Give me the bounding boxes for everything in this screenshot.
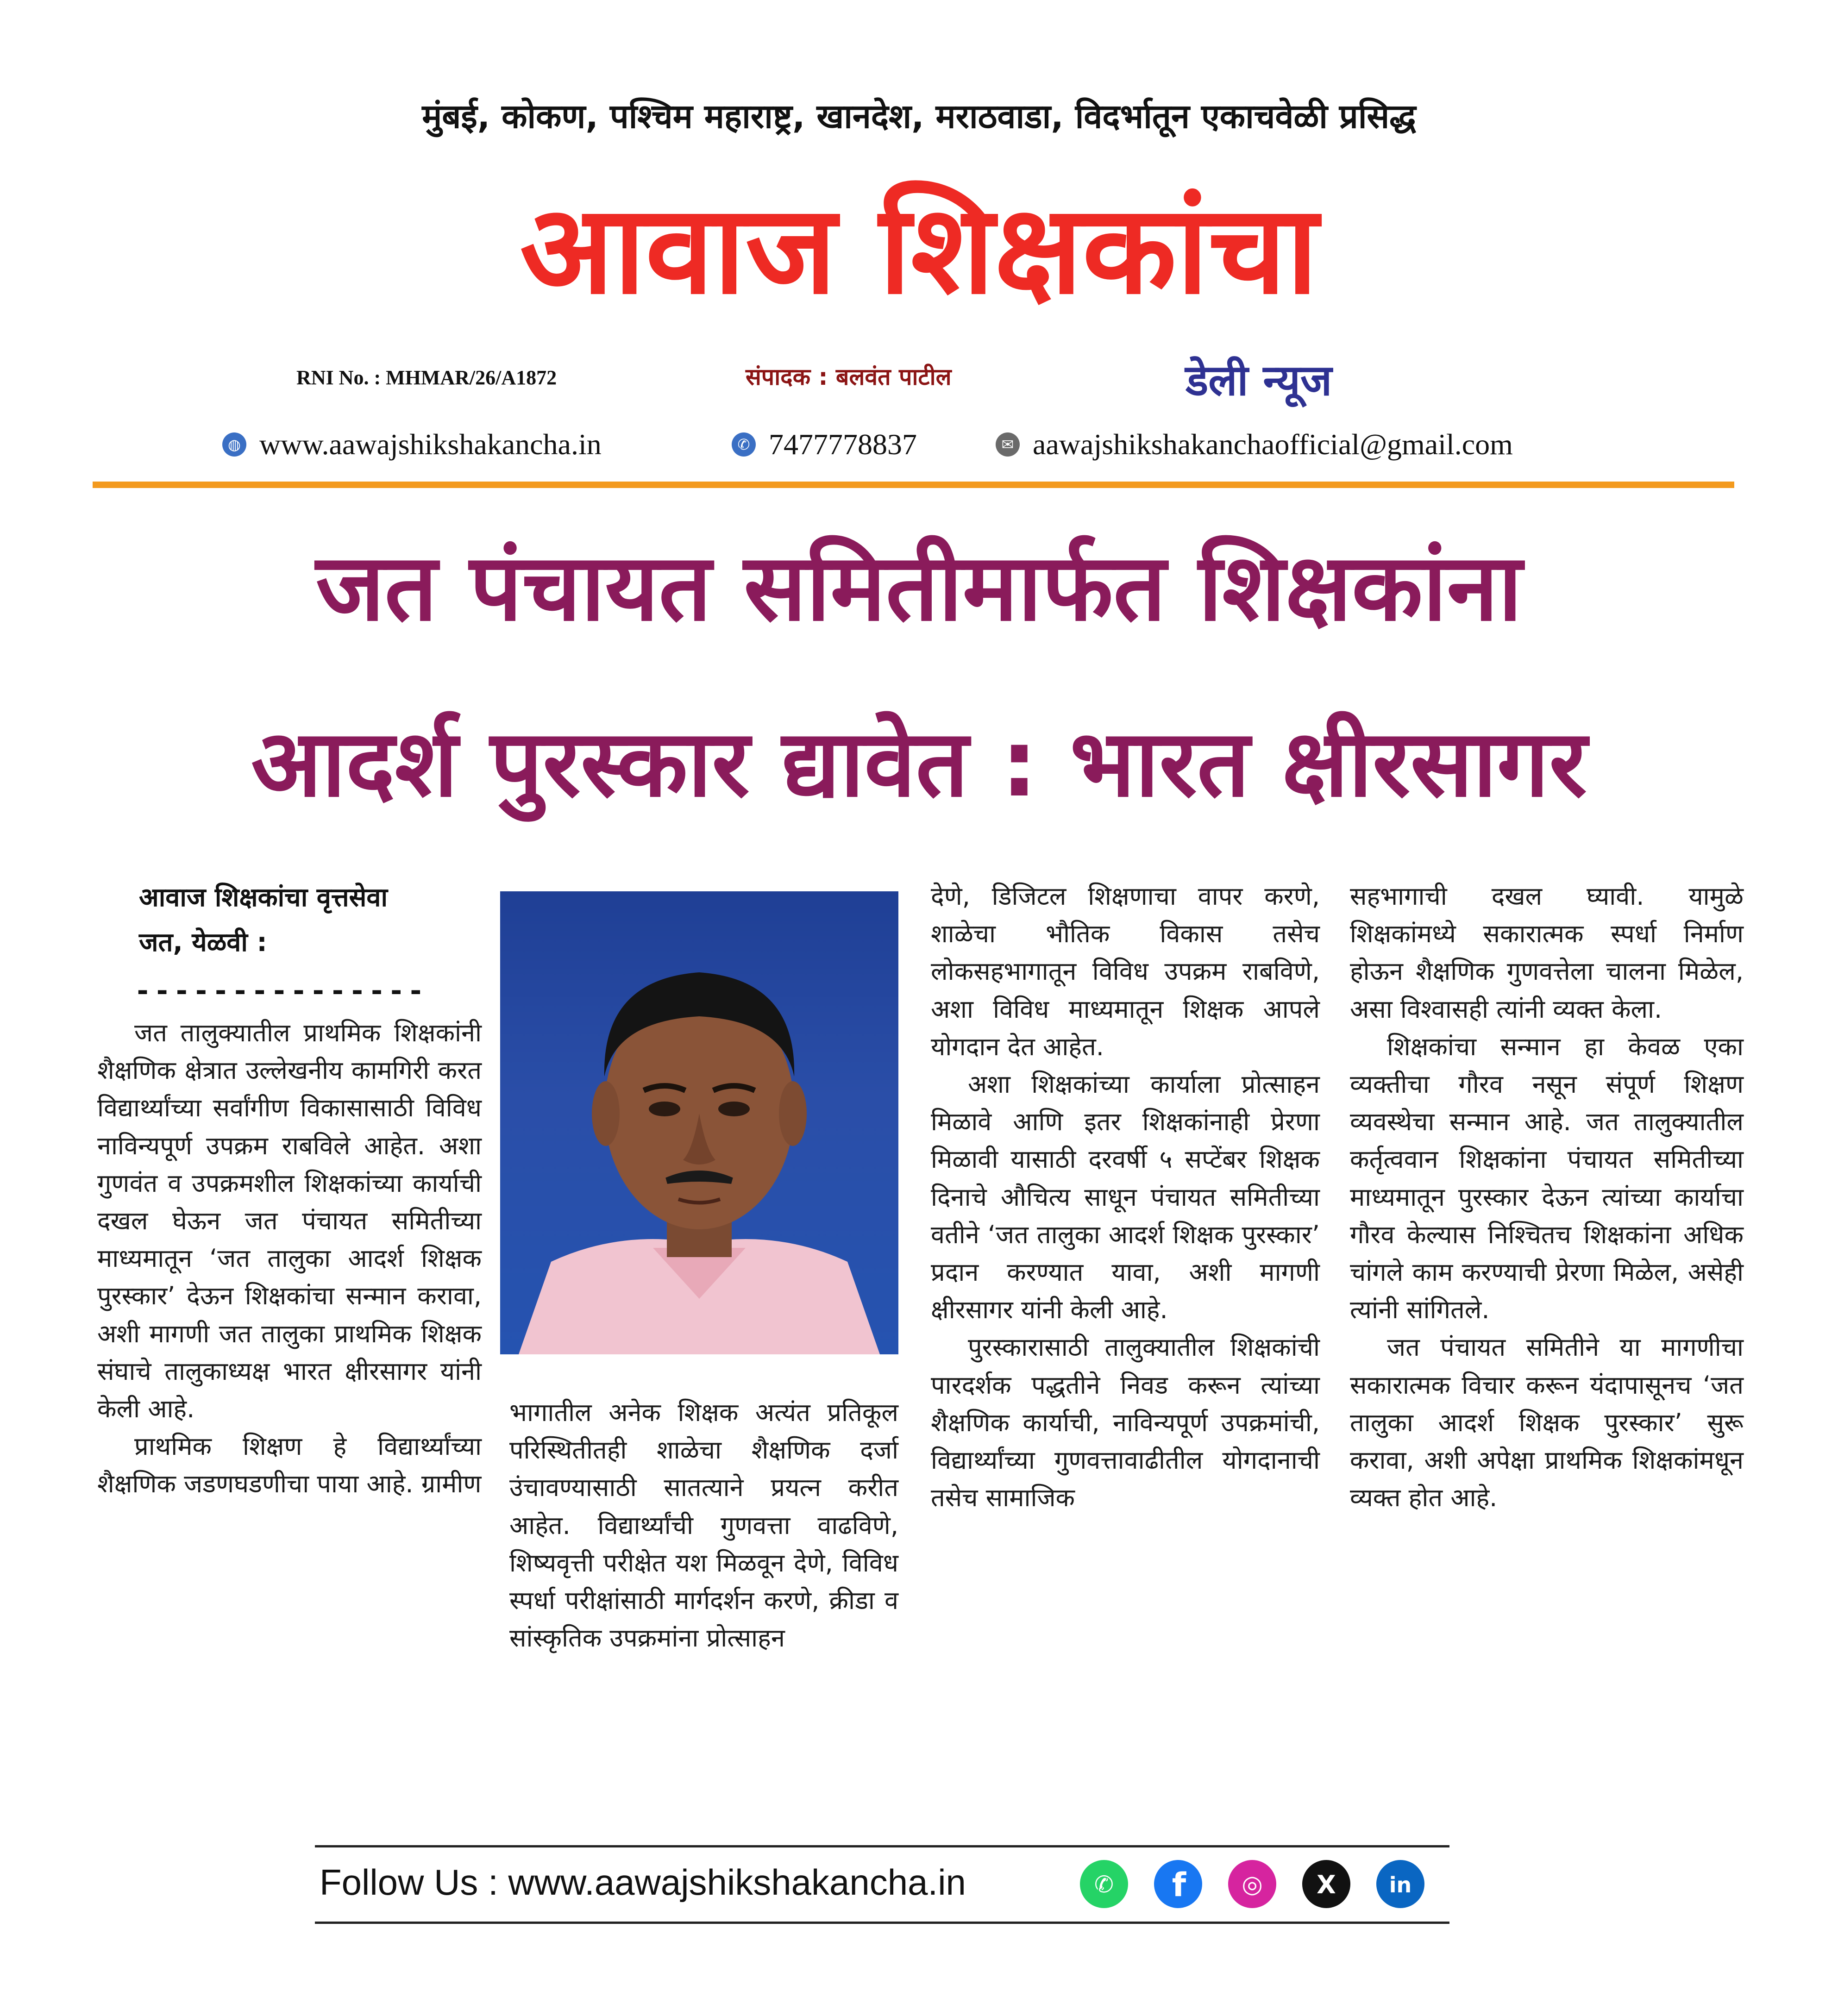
headline-line-1: जत पंचायत समितीमार्फत शिक्षकांना xyxy=(315,534,1523,642)
article-column-1 xyxy=(97,1014,482,1503)
masthead-divider xyxy=(93,482,1734,488)
phone-text[interactable]: 7477778837 xyxy=(769,428,917,461)
masthead-tagline: मुंबई, कोकण, पश्चिम महाराष्ट्र, खानदेश, मराठवाडा, विदर्भातून एकाचवेळी प्रसिद्ध xyxy=(422,97,1416,136)
article-paragraph: प्राथमिक शिक्षण हे विद्यार्थ्यांच्या शैक्षणिक जडणघडणीचा पाया आहे. ग्रामीण xyxy=(97,1432,482,1499)
headline-line-2: आदर्श पुरस्कार द्यावेत : भारत क्षीरसागर xyxy=(251,710,1587,818)
article-paragraph: अशा शिक्षकांच्या कार्याला प्रोत्साहन मिळावे आणि इतर शिक्षकांनाही प्रेरणा मिळावी यासाठी दरवर्षी ५ सप्टेंबर शिक्षक दिनाचे औचित्य साधून पंचायत समितीच्या वतीने ‘जत तालुका आदर्श शिक्षक पुरस्कार’ प्रदान करण्यात यावा, अशी मागणी क्षीरसागर यांनी केली आहे. xyxy=(931,1070,1320,1325)
svg-text:◎: ◎ xyxy=(1242,1871,1263,1898)
svg-text:in: in xyxy=(1389,1872,1412,1897)
portrait-illustration xyxy=(500,891,898,1354)
article-column-4 xyxy=(1350,877,1744,1516)
person-photo xyxy=(500,891,898,1354)
article-column-2 xyxy=(509,1394,898,1657)
website-text[interactable]: www.aawajshikshakancha.in xyxy=(259,428,602,461)
article-paragraph: जत पंचायत समितीने या मागणीचा सकारात्मक विचार करून यंदापासूनच ‘जत तालुका आदर्श शिक्षक पुरस्कार’ सुरू करावा, अशी अपेक्षा प्राथमिक शिक्षकांमधून व्यक्त होत आहे. xyxy=(1350,1333,1744,1513)
follow-us-text[interactable]: Follow Us : www.aawajshikshakancha.in xyxy=(320,1862,966,1903)
svg-text:X: X xyxy=(1317,1870,1336,1899)
website-contact[interactable] xyxy=(222,424,602,465)
article-paragraph: सहभागाची दखल घ्यावी. यामुळे शिक्षकांमध्ये सकारात्मक स्पर्धा निर्माण होऊन शैक्षणिक गुणवत्तेला चालना मिळेल, असा विश्वासही त्यांनी व्यक्त केला. xyxy=(1350,882,1744,1024)
phone-contact[interactable] xyxy=(732,424,917,465)
article-column-3 xyxy=(931,877,1320,1516)
globe-icon: ◍ xyxy=(222,432,246,457)
linkedin-icon[interactable] xyxy=(1375,1859,1425,1909)
byline-separator: --------------- xyxy=(134,975,427,1007)
facebook-icon[interactable] xyxy=(1153,1859,1203,1909)
editor-credit: संपादक : बलवंत पाटील xyxy=(746,363,952,390)
article-paragraph: देणे, डिजिटल शिक्षणाचा वापर करणे, शाळेचा भौतिक विकास तसेच लोकसहभागातून विविध उपक्रम राबविणे, अशा विविध माध्यमातून शिक्षक आपले योगदान देत आहेत. xyxy=(931,882,1320,1061)
footer-bottom-rule xyxy=(315,1922,1449,1924)
newspaper-title: आवाज शिक्षकांचा xyxy=(520,179,1318,321)
svg-text:f: f xyxy=(1172,1866,1186,1904)
rni-number: RNI No. : MHMAR/26/A1872 xyxy=(296,366,557,389)
svg-text:✆: ✆ xyxy=(1094,1871,1114,1898)
byline-place: जत, येळवी : xyxy=(139,927,267,958)
footer-top-rule xyxy=(315,1845,1449,1847)
email-text[interactable]: aawajshikshakanchaofficial@gmail.com xyxy=(1033,428,1513,461)
article-paragraph: भागातील अनेक शिक्षक अत्यंत प्रतिकूल परिस्थितीतही शाळेचा शैक्षणिक दर्जा उंचावण्यासाठी सातत्याने प्रयत्न करीत आहेत. विद्यार्थ्यांची गुणवत्ता वाढविणे, शिष्यवृत्ती परीक्षेत यश मिळवून देणे, विविध स्पर्धा परीक्षांसाठी मार्गदर्शन करणे, क्रीडा व सांस्कृतिक उपक्रमांना प्रोत्साहन xyxy=(509,1398,898,1653)
article-paragraph: पुरस्कारासाठी तालुक्यातील शिक्षकांची पारदर्शक पद्धतीने निवड करून त्यांच्या शैक्षणिक कार्याची, नाविन्यपूर्ण उपक्रमांची, विद्यार्थ्यांच्या गुणवत्तावाढीतील योगदानाची तसेच सामाजिक xyxy=(931,1333,1320,1513)
edition-label: डेली न्यूज xyxy=(1186,356,1332,405)
article-paragraph: जत तालुक्यातील प्राथमिक शिक्षकांनी शैक्षणिक क्षेत्रात उल्लेखनीय कामगिरी करत विद्यार्थ्यांच्या सर्वांगीण विकासासाठी विविध नाविन्यपूर्ण उपक्रम राबविले आहेत. अशा गुणवंत व उपक्रमशील शिक्षकांच्या कार्याची दखल घेऊन जत पंचायत समितीच्या माध्यमातून ‘जत तालुका आदर्श शिक्षक पुरस्कार’ देऊन शिक्षकांचा सन्मान करावा, अशी मागणी जत तालुका प्राथमिक शिक्षक संघाचे तालुकाध्यक्ष भारत क्षीरसागर यांनी केली आहे. xyxy=(97,1018,482,1424)
whatsapp-icon[interactable] xyxy=(1079,1859,1129,1909)
x-icon[interactable] xyxy=(1301,1859,1351,1909)
instagram-icon[interactable] xyxy=(1227,1859,1277,1909)
byline-agency: आवाज शिक्षकांचा वृत्तसेवा xyxy=(139,883,388,913)
email-contact[interactable] xyxy=(996,424,1513,465)
phone-icon: ✆ xyxy=(732,432,756,457)
email-icon: ✉ xyxy=(996,432,1020,457)
article-paragraph: शिक्षकांचा सन्मान हा केवळ एका व्यक्तीचा गौरव नसून संपूर्ण शिक्षण व्यवस्थेचा सन्मान आहे. जत तालुक्यातील कर्तृत्ववान शिक्षकांना पंचायत समितीच्या माध्यमातून पुरस्कार देऊन त्यांच्या कार्याचा गौरव केल्यास निश्चितच शिक्षकांना अधिक चांगले काम करण्याची प्रेरणा मिळेल, असेही त्यांनी सांगितले. xyxy=(1350,1032,1744,1325)
